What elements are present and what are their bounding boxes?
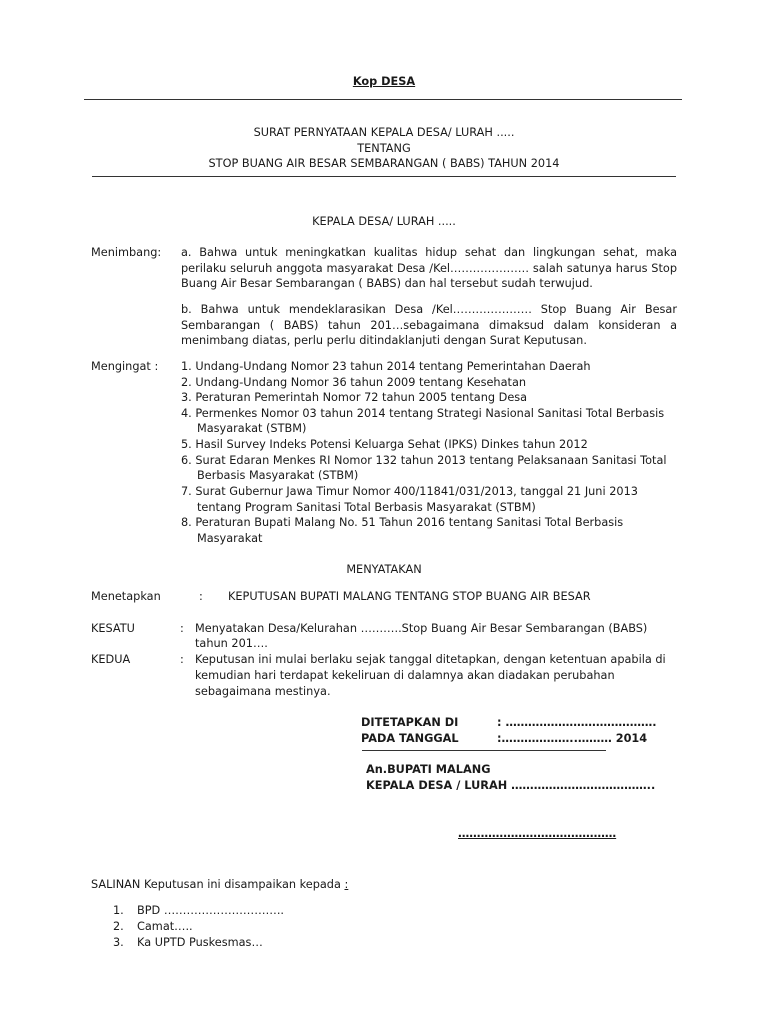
tanggal-label: PADA TANGGAL <box>361 732 459 745</box>
kedua-label: KEDUA <box>91 653 131 666</box>
title-line-2: TENTANG <box>357 142 411 155</box>
menetapkan-colon: : <box>199 590 203 603</box>
kedua-colon: : <box>180 653 184 666</box>
salinan-item-text: Camat….. <box>137 920 193 933</box>
menetapkan-text: KEPUTUSAN BUPATI MALANG TENTANG STOP BUANG AIR BESAR <box>228 590 591 603</box>
mengingat-item: 6. Surat Edaran Menkes RI Nomor 132 tahun 2013 tentang Pelaksanaan Sanitasi Total <box>181 454 667 467</box>
mengingat-item-cont: Masyarakat (STBM) <box>197 422 307 435</box>
menimbang-point-b: b. Bahwa untuk mendeklarasikan Desa /Kel………………… Stop Buang Air Besar Sembarangan ( BABS) tahun 201…sebagaimana dimaksud dalam konsideran a menimbang diatas, perlu perlu ditindaklanjuti dengan Surat Keputusan. <box>181 303 677 348</box>
menimbang-label: Menimbang: <box>91 246 162 259</box>
mengingat-item-cont: tentang Program Sanitasi Total Berbasis Masyarakat (STBM) <box>197 501 536 514</box>
salinan-intro <box>91 877 348 892</box>
ditetapkan-label: DITETAPKAN DI <box>361 716 459 729</box>
mengingat-item: 4. Permenkes Nomor 03 tahun 2014 tentang Strategi Nasional Sanitasi Total Berbasis <box>181 407 665 420</box>
salinan-intro-text: SALINAN Keputusan ini disampaikan kepada <box>91 878 341 891</box>
title-line-3: STOP BUANG AIR BESAR SEMBARANGAN ( BABS) TAHUN 2014 <box>208 157 560 170</box>
mengingat-item: 2. Undang-Undang Nomor 36 tahun 2009 tentang Kesehatan <box>181 376 527 389</box>
kesatu-label: KESATU <box>91 622 135 635</box>
mengingat-item-cont: Berbasis Masyarakat (STBM) <box>197 469 359 482</box>
kesatu-colon: : <box>180 622 184 635</box>
kesatu-text-line-1: Menyatakan Desa/Kelurahan ………..Stop Buang Air Besar Sembarangan (BABS) <box>195 622 648 635</box>
mengingat-item: 8. Peraturan Bupati Malang No. 51 Tahun 2016 tentang Sanitasi Total Berbasis <box>181 516 624 529</box>
salinan-item-number: 1. <box>113 904 124 917</box>
salinan-intro-colon: : <box>344 878 349 891</box>
mengingat-item-cont: Masyarakat <box>197 532 263 545</box>
mengingat-item: 1. Undang-Undang Nomor 23 tahun 2014 tentang Pemerintahan Daerah <box>181 360 591 373</box>
title-line-1: SURAT PERNYATAAN KEPALA DESA/ LURAH ..... <box>253 126 515 139</box>
kop-desa-heading: Kop DESA <box>352 75 416 88</box>
kepala-desa-line: KEPALA DESA / LURAH ……………………………….. <box>366 779 656 792</box>
issuer-heading: KEPALA DESA/ LURAH ..... <box>312 215 456 228</box>
title-rule <box>92 176 676 177</box>
header-rule <box>84 99 682 100</box>
kedua-text-line-3: sebagaimana mestinya. <box>195 685 331 698</box>
menetapkan-label: Menetapkan <box>91 590 161 603</box>
ditetapkan-value: : …………………………………. <box>497 716 657 729</box>
menyatakan-heading: MENYATAKAN <box>346 563 422 576</box>
mengingat-item: 7. Surat Gubernur Jawa Timur Nomor 400/11841/031/2013, tanggal 21 Juni 2013 <box>181 485 638 498</box>
kesatu-text-line-2: tahun 201…. <box>195 637 268 650</box>
signature-rule <box>362 750 606 751</box>
mengingat-label: Mengingat : <box>91 360 159 373</box>
salinan-item-text: BPD ………………………….. <box>137 904 285 917</box>
mengingat-item: 5. Hasil Survey Indeks Potensi Keluarga Sehat (IPKS) Dinkes tahun 2012 <box>181 438 588 451</box>
menimbang-point-a: a. Bahwa untuk meningkatkan kualitas hidup sehat dan lingkungan sehat, maka perilaku seluruh anggota masyarakat Desa /Kel………………… salah satunya harus Stop Buang Air Besar Sembarangan ( BABS) dan hal tersebut sudah terwujud. <box>181 246 677 291</box>
kedua-text-line-2: kemudian hari terdapat kekeliruan di dalamnya akan diadakan perubahan <box>195 669 615 682</box>
an-bupati: An.BUPATI MALANG <box>366 763 491 776</box>
salinan-item-number: 3. <box>113 936 124 949</box>
salinan-item-number: 2. <box>113 920 124 933</box>
tanggal-value: :………………..……… 2014 <box>497 732 648 745</box>
signatory-name-line: …………………………………… <box>458 827 617 840</box>
salinan-item-text: Ka UPTD Puskesmas… <box>137 936 263 949</box>
kedua-text-line-1: Keputusan ini mulai berlaku sejak tanggal ditetapkan, dengan ketentuan apabila di <box>195 653 666 666</box>
mengingat-item: 3. Peraturan Pemerintah Nomor 72 tahun 2005 tentang Desa <box>181 391 528 404</box>
